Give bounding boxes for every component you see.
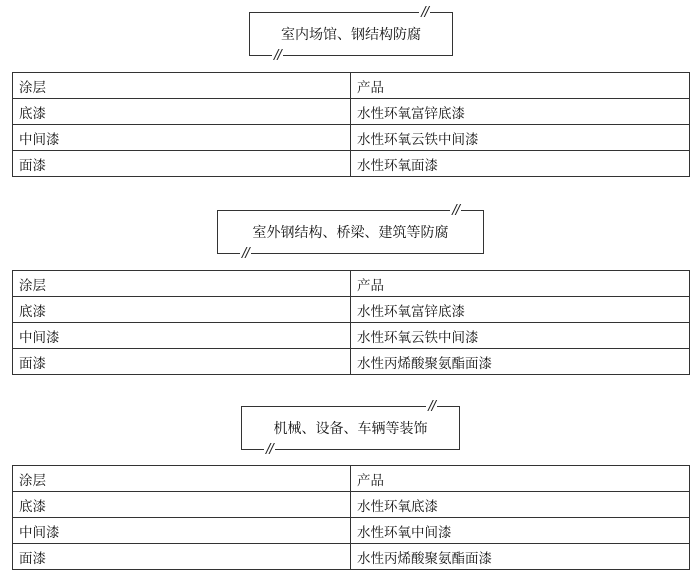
cell-product: 水性环氧底漆	[351, 492, 690, 518]
cell-layer: 底漆	[13, 492, 351, 518]
table-header-row	[13, 73, 690, 99]
table-row	[13, 99, 690, 125]
header-layer: 涂层	[13, 73, 351, 99]
slash-mark-icon: //	[242, 246, 249, 261]
slash-mark-icon: //	[421, 5, 428, 20]
table-row	[13, 349, 690, 375]
table-row	[13, 125, 690, 151]
header-product: 产品	[351, 271, 690, 297]
table-row	[13, 151, 690, 177]
slash-mark-icon: //	[428, 399, 435, 414]
table-row	[13, 544, 690, 570]
header-product: 产品	[351, 466, 690, 492]
slash-mark-icon: //	[274, 48, 281, 63]
section-2-title: 室外钢结构、桥梁、建筑等防腐	[252, 225, 449, 241]
cell-layer: 面漆	[13, 349, 351, 375]
header-layer: 涂层	[13, 271, 351, 297]
table-row	[13, 492, 690, 518]
table-header-row	[13, 466, 690, 492]
cell-product: 水性丙烯酸聚氨酯面漆	[351, 544, 690, 570]
slash-mark-icon: //	[452, 203, 459, 218]
cell-layer: 面漆	[13, 544, 351, 570]
cell-layer: 中间漆	[13, 125, 351, 151]
section-2-table	[12, 270, 690, 375]
header-layer: 涂层	[13, 466, 351, 492]
cell-product: 水性环氧富锌底漆	[351, 297, 690, 323]
cell-product: 水性环氧云铁中间漆	[351, 125, 690, 151]
cell-product: 水性丙烯酸聚氨酯面漆	[351, 349, 690, 375]
cell-product: 水性环氧面漆	[351, 151, 690, 177]
table-row	[13, 518, 690, 544]
section-3-title: 机械、设备、车辆等装饰	[273, 421, 428, 437]
cell-layer: 底漆	[13, 297, 351, 323]
section-1-table	[12, 72, 690, 177]
section-3-title-box	[241, 399, 460, 457]
table-row	[13, 323, 690, 349]
section-1-title: 室内场馆、钢结构防腐	[281, 27, 421, 43]
cell-layer: 底漆	[13, 99, 351, 125]
header-product: 产品	[351, 73, 690, 99]
table-row	[13, 297, 690, 323]
cell-layer: 中间漆	[13, 518, 351, 544]
cell-layer: 中间漆	[13, 323, 351, 349]
cell-layer: 面漆	[13, 151, 351, 177]
table-header-row	[13, 271, 690, 297]
section-1-title-box	[249, 5, 453, 63]
slash-mark-icon: //	[266, 442, 273, 457]
section-3-table	[12, 465, 690, 570]
cell-product: 水性环氧云铁中间漆	[351, 323, 690, 349]
section-2-title-box	[217, 203, 484, 261]
cell-product: 水性环氧中间漆	[351, 518, 690, 544]
cell-product: 水性环氧富锌底漆	[351, 99, 690, 125]
